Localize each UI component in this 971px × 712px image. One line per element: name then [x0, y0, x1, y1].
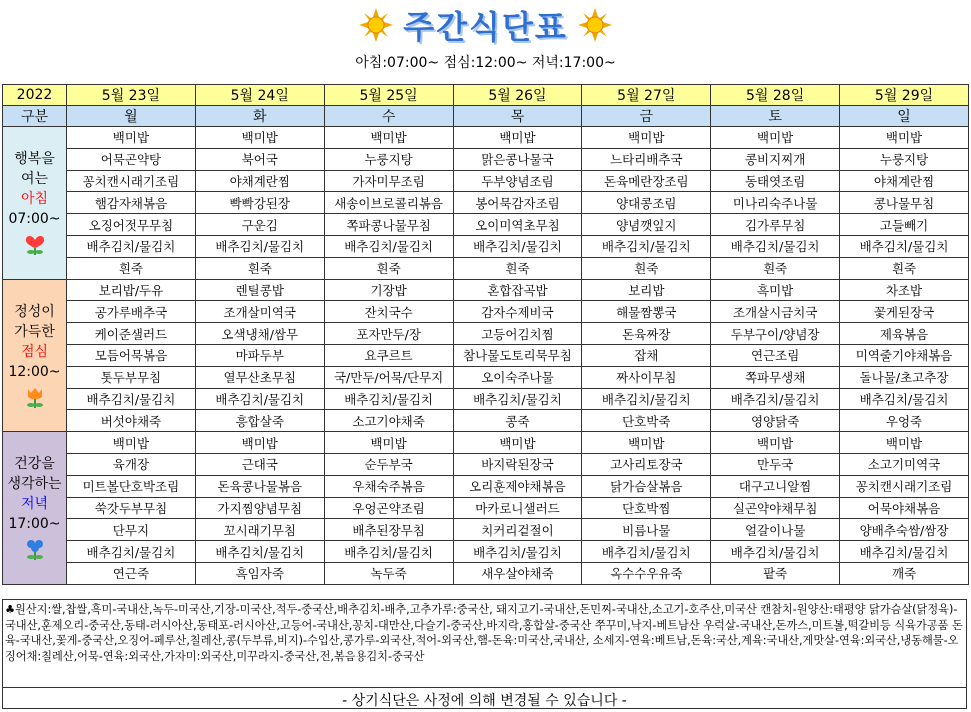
- menu-item: 동태엿조림: [711, 170, 840, 192]
- menu-item: 렌틸콩밥: [195, 279, 324, 301]
- menu-item: 오징어젓무무침: [67, 214, 196, 236]
- day-cell: 화: [195, 106, 324, 127]
- menu-item: 흰죽: [840, 257, 969, 279]
- menu-item: 국/만두/어묵/단무지: [324, 366, 453, 388]
- page-header: [0, 0, 971, 84]
- breakfast-meal-name: 아침: [20, 191, 49, 208]
- day-cell: 월: [67, 106, 196, 127]
- breakfast-label: [3, 149, 66, 256]
- menu-item: 꽁치캔시래기조림: [840, 475, 969, 497]
- menu-item: 흑임자죽: [195, 562, 324, 584]
- menu-item: 바지락된장국: [453, 453, 582, 475]
- menu-item: 보리밥/두유: [67, 279, 196, 301]
- menu-item: 연근죽: [67, 562, 196, 584]
- menu-item: 두부구이/양념장: [711, 323, 840, 345]
- breakfast-meal-line1: 행복을: [14, 151, 55, 168]
- breakfast-row: [3, 127, 969, 149]
- menu-item: 모듬어묵볶음: [67, 344, 196, 366]
- menu-item: 흥합살죽: [195, 410, 324, 432]
- menu-item: 배추김치/물김치: [582, 235, 711, 257]
- lunch-row: [3, 388, 969, 410]
- menu-item: 배추김치/물김치: [324, 235, 453, 257]
- year-cell: 2022: [3, 85, 67, 106]
- menu-item: 단호박찜: [582, 497, 711, 519]
- origin-info: ♣원산지:쌀,찹쌀,흑미-국내산,녹두-미국산,기장-미국산,적두-중국산,배추김치-배추,고추가루:중국산, 돼지고기-국내산,돈민찌-국내산,소고기-호주산,미국산 캔참치-원양산:태평양 닭가슴살(닭정육)-국내산,훈제오리-중국산,동태-러시아산,동태포-러시아산,고등어-국내산,꽁치-대만산,다슬기-중국산,바지락,홍합살-중국산 쭈꾸미,낙지-베트남산 우럭살-국내산,돈까스,미트볼,떡갈비등 식육가공품 돈육-국내산,꽃게-중국산,오징어-페루산,칠레산,콩(두부류,비지)-수입산,콩가루-외국산,적어-외국산,햄-돈육:미국산,국내산, 소세지-연육:베트남,돈육:국산,계육:국내산,게맛살-연육:외국산,냉동해물-오징어채:칠레산,어묵-연육:외국산,가자미:외국산,미꾸라지-중국산,전,볶음용김치-중국산: [5, 603, 963, 663]
- menu-item: 북어국: [195, 148, 324, 170]
- menu-item: 고등어김치찜: [453, 323, 582, 345]
- menu-item: 맑은콩나물국: [453, 148, 582, 170]
- sun-icon: [359, 8, 393, 42]
- menu-item: 쑥갓두부무침: [67, 497, 196, 519]
- date-cell: 5월 25일: [324, 85, 453, 106]
- menu-item: 우엉곤약조림: [324, 497, 453, 519]
- menu-item: 백미밥: [840, 432, 969, 454]
- menu-item: 누룽지탕: [840, 148, 969, 170]
- menu-item: 봉어묵감자조림: [453, 192, 582, 214]
- dinner-label: [3, 454, 66, 561]
- menu-item: 배추김치/물김치: [195, 541, 324, 563]
- menu-item: 양대콩조림: [582, 192, 711, 214]
- sun-icon: [578, 8, 612, 42]
- menu-item: 흰죽: [324, 257, 453, 279]
- menu-item: 쪽파무생채: [711, 366, 840, 388]
- footer: [2, 599, 967, 709]
- menu-item: 실곤약야채무침: [711, 497, 840, 519]
- menu-item: 조개살시금치국: [711, 301, 840, 323]
- breakfast-meal-time: 07:00~: [8, 211, 61, 228]
- dinner-row: [3, 562, 969, 584]
- menu-item: 흰죽: [711, 257, 840, 279]
- menu-item: 배추김치/물김치: [453, 388, 582, 410]
- title-wrap: [0, 2, 971, 48]
- dinner-meal-name: 저녁: [20, 496, 49, 513]
- menu-item: 참나물도토리묵무침: [453, 344, 582, 366]
- menu-item: 해물짬뽕국: [582, 301, 711, 323]
- menu-item: 돈육콩나물볶음: [195, 475, 324, 497]
- menu-item: 깨죽: [840, 562, 969, 584]
- menu-item: 양념깻잎지: [582, 214, 711, 236]
- menu-item: 차조밥: [840, 279, 969, 301]
- lunch-meal-line1: 정성이: [14, 303, 55, 320]
- notice: - 상기식단은 사정에 의해 변경될 수 있습니다 -: [3, 687, 966, 710]
- dinner-meal-line2: 생각하는: [7, 476, 62, 493]
- dinner-meal-line1: 건강을: [14, 456, 55, 473]
- menu-item: 오이미역초무침: [453, 214, 582, 236]
- menu-item: 잡채: [582, 344, 711, 366]
- dinner-row: [3, 541, 969, 563]
- dinner-meal-time: 17:00~: [8, 516, 61, 533]
- menu-item: 제육볶음: [840, 323, 969, 345]
- menu-item: 배추된장무침: [324, 519, 453, 541]
- lunch-row: [3, 366, 969, 388]
- menu-item: 얼갈이나물: [711, 519, 840, 541]
- menu-item: 배추김치/물김치: [195, 235, 324, 257]
- menu-item: 흰죽: [195, 257, 324, 279]
- menu-item: 배추김치/물김치: [453, 541, 582, 563]
- menu-item: 배추김치/물김치: [324, 388, 453, 410]
- menu-item: 꽃게된장국: [840, 301, 969, 323]
- menu-item: 오색냉채/쌈무: [195, 323, 324, 345]
- menu-item: 육개장: [67, 453, 196, 475]
- date-row: [3, 85, 969, 106]
- tulip-icon: [3, 385, 66, 409]
- menu-item: 배추김치/물김치: [711, 235, 840, 257]
- menu-item: 느타리배추국: [582, 148, 711, 170]
- menu-item: 옥수수우유죽: [582, 562, 711, 584]
- menu-item: 야채계란찜: [840, 170, 969, 192]
- lunch-meal-time: 12:00~: [8, 363, 61, 380]
- menu-item: 순두부국: [324, 453, 453, 475]
- menu-item: 콩나물무침: [840, 192, 969, 214]
- menu-item: 백미밥: [195, 127, 324, 149]
- breakfast-row: [3, 257, 969, 279]
- menu-item: 열무산초무침: [195, 366, 324, 388]
- menu-item: 야채계란찜: [195, 170, 324, 192]
- menu-item: 닭가슴살볶음: [582, 475, 711, 497]
- menu-item: 마카로니샐러드: [453, 497, 582, 519]
- dinner-row: [3, 475, 969, 497]
- menu-item: 흑미밥: [711, 279, 840, 301]
- lunch-label: [3, 302, 66, 409]
- menu-item: 영양닭죽: [711, 410, 840, 432]
- menu-item: 대구고니알찜: [711, 475, 840, 497]
- menu-item: 혼합잡곡밥: [453, 279, 582, 301]
- menu-item: 우엉죽: [840, 410, 969, 432]
- day-cell: 목: [453, 106, 582, 127]
- menu-item: 기장밥: [324, 279, 453, 301]
- menu-item: 보리밥: [582, 279, 711, 301]
- menu-item: 백미밥: [711, 127, 840, 149]
- date-cell: 5월 24일: [195, 85, 324, 106]
- date-cell: 5월 29일: [840, 85, 969, 106]
- menu-item: 배추김치/물김치: [840, 541, 969, 563]
- menu-item: 백미밥: [582, 432, 711, 454]
- menu-item: 배추김치/물김치: [453, 235, 582, 257]
- menu-item: 케이준샐러드: [67, 323, 196, 345]
- menu-item: 비름나물: [582, 519, 711, 541]
- lunch-label-cell: [3, 279, 67, 432]
- menu-item: 백미밥: [453, 432, 582, 454]
- breakfast-row: [3, 170, 969, 192]
- day-cell: 토: [711, 106, 840, 127]
- menu-item: 잔치국수: [324, 301, 453, 323]
- menu-item: 미역줄기야채볶음: [840, 344, 969, 366]
- lunch-row: [3, 344, 969, 366]
- breakfast-meal-line2: 여는: [20, 171, 49, 188]
- menu-item: 고들빼기: [840, 214, 969, 236]
- menu-item: 콩죽: [453, 410, 582, 432]
- menu-item: 배추김치/물김치: [195, 388, 324, 410]
- date-cell: 5월 26일: [453, 85, 582, 106]
- menu-item: 배추김치/물김치: [67, 235, 196, 257]
- menu-item: 어묵야채볶음: [840, 497, 969, 519]
- menu-item: 돌나물/초고추장: [840, 366, 969, 388]
- menu-item: 돈육짜장: [582, 323, 711, 345]
- menu-item: 요쿠르트: [324, 344, 453, 366]
- menu-item: 백미밥: [582, 127, 711, 149]
- menu-item: 소고기야채죽: [324, 410, 453, 432]
- menu-item: 빡빡강된장: [195, 192, 324, 214]
- day-cell: 일: [840, 106, 969, 127]
- menu-item: 배추김치/물김치: [840, 235, 969, 257]
- menu-item: 배추김치/물김치: [582, 541, 711, 563]
- lunch-row: [3, 301, 969, 323]
- menu-item: 포자만두/장: [324, 323, 453, 345]
- lunch-row: [3, 323, 969, 345]
- menu-table-body: [3, 85, 969, 585]
- menu-item: 미트볼단호박조림: [67, 475, 196, 497]
- menu-item: 백미밥: [711, 432, 840, 454]
- menu-item: 백미밥: [67, 432, 196, 454]
- menu-item: 배추김치/물김치: [711, 541, 840, 563]
- breakfast-row: [3, 214, 969, 236]
- menu-item: 김가루무침: [711, 214, 840, 236]
- menu-item: 백미밥: [453, 127, 582, 149]
- lunch-meal-name: 점심: [20, 343, 49, 360]
- menu-item: 소고기미역국: [840, 453, 969, 475]
- menu-item: 단무지: [67, 519, 196, 541]
- menu-item: 공가루배추국: [67, 301, 196, 323]
- menu-item: 누룽지탕: [324, 148, 453, 170]
- lunch-meal-line2: 가득한: [14, 323, 55, 340]
- menu-item: 미나리숙주나물: [711, 192, 840, 214]
- menu-item: 구운김: [195, 214, 324, 236]
- menu-item: 돈육메란장조림: [582, 170, 711, 192]
- heart-flower-icon: [3, 232, 66, 256]
- gubun-cell: 구분: [3, 106, 67, 127]
- dinner-row: [3, 497, 969, 519]
- menu-item: 근대국: [195, 453, 324, 475]
- lunch-row: [3, 279, 969, 301]
- dinner-label-cell: [3, 432, 67, 585]
- menu-item: 콩비지찌개: [711, 148, 840, 170]
- menu-item: 만두국: [711, 453, 840, 475]
- menu-item: 우채숙주볶음: [324, 475, 453, 497]
- menu-item: 조개살미역국: [195, 301, 324, 323]
- menu-item: 새우살야채죽: [453, 562, 582, 584]
- menu-item: 새송이브로콜리볶음: [324, 192, 453, 214]
- blue-flower-icon: [3, 537, 66, 561]
- date-cell: 5월 27일: [582, 85, 711, 106]
- menu-item: 백미밥: [840, 127, 969, 149]
- menu-item: 백미밥: [324, 127, 453, 149]
- day-cell: 수: [324, 106, 453, 127]
- menu-item: 오리훈제야채볶음: [453, 475, 582, 497]
- date-cell: 5월 28일: [711, 85, 840, 106]
- menu-item: 톳두부무침: [67, 366, 196, 388]
- menu-item: 꼬시래기무침: [195, 519, 324, 541]
- breakfast-row: [3, 148, 969, 170]
- menu-item: 꽁치캔시래기조림: [67, 170, 196, 192]
- breakfast-label-cell: [3, 127, 67, 280]
- menu-item: 연근조림: [711, 344, 840, 366]
- menu-item: 백미밥: [324, 432, 453, 454]
- menu-item: 흰죽: [67, 257, 196, 279]
- breakfast-row: [3, 235, 969, 257]
- menu-item: 버섯야채죽: [67, 410, 196, 432]
- menu-item: 햄감자채볶음: [67, 192, 196, 214]
- menu-table: [2, 84, 969, 585]
- menu-item: 배추김치/물김치: [582, 388, 711, 410]
- menu-item: 마파두부: [195, 344, 324, 366]
- menu-item: 백미밥: [67, 127, 196, 149]
- lunch-row: [3, 410, 969, 432]
- menu-item: 팥죽: [711, 562, 840, 584]
- menu-item: 감자수제비국: [453, 301, 582, 323]
- menu-item: 흰죽: [453, 257, 582, 279]
- menu-item: 치커리겉절이: [453, 519, 582, 541]
- menu-item: 배추김치/물김치: [324, 541, 453, 563]
- menu-item: 배추김치/물김치: [67, 541, 196, 563]
- menu-item: 두부양념조림: [453, 170, 582, 192]
- dinner-row: [3, 432, 969, 454]
- day-row: [3, 106, 969, 127]
- day-cell: 금: [582, 106, 711, 127]
- breakfast-row: [3, 192, 969, 214]
- dinner-row: [3, 453, 969, 475]
- menu-item: 백미밥: [195, 432, 324, 454]
- menu-item: 단호박죽: [582, 410, 711, 432]
- menu-item: 오이숙주나물: [453, 366, 582, 388]
- menu-item: 흰죽: [582, 257, 711, 279]
- menu-item: 쪽파콩나물무침: [324, 214, 453, 236]
- menu-item: 양배추숙쌈/쌈장: [840, 519, 969, 541]
- menu-item: 어묵곤약탕: [67, 148, 196, 170]
- menu-item: 배추김치/물김치: [840, 388, 969, 410]
- menu-item: 배추김치/물김치: [67, 388, 196, 410]
- menu-item: 가자미무조림: [324, 170, 453, 192]
- meal-times: 아침:07:00~ 점심:12:00~ 저녁:17:00~: [355, 55, 616, 71]
- menu-item: 가지찜양념무침: [195, 497, 324, 519]
- menu-item: 짜사이무침: [582, 366, 711, 388]
- menu-item: 고사리토장국: [582, 453, 711, 475]
- page-title: 주간식단표: [403, 8, 568, 46]
- dinner-row: [3, 519, 969, 541]
- menu-item: 녹두죽: [324, 562, 453, 584]
- menu-item: 배추김치/물김치: [711, 388, 840, 410]
- date-cell: 5월 23일: [67, 85, 196, 106]
